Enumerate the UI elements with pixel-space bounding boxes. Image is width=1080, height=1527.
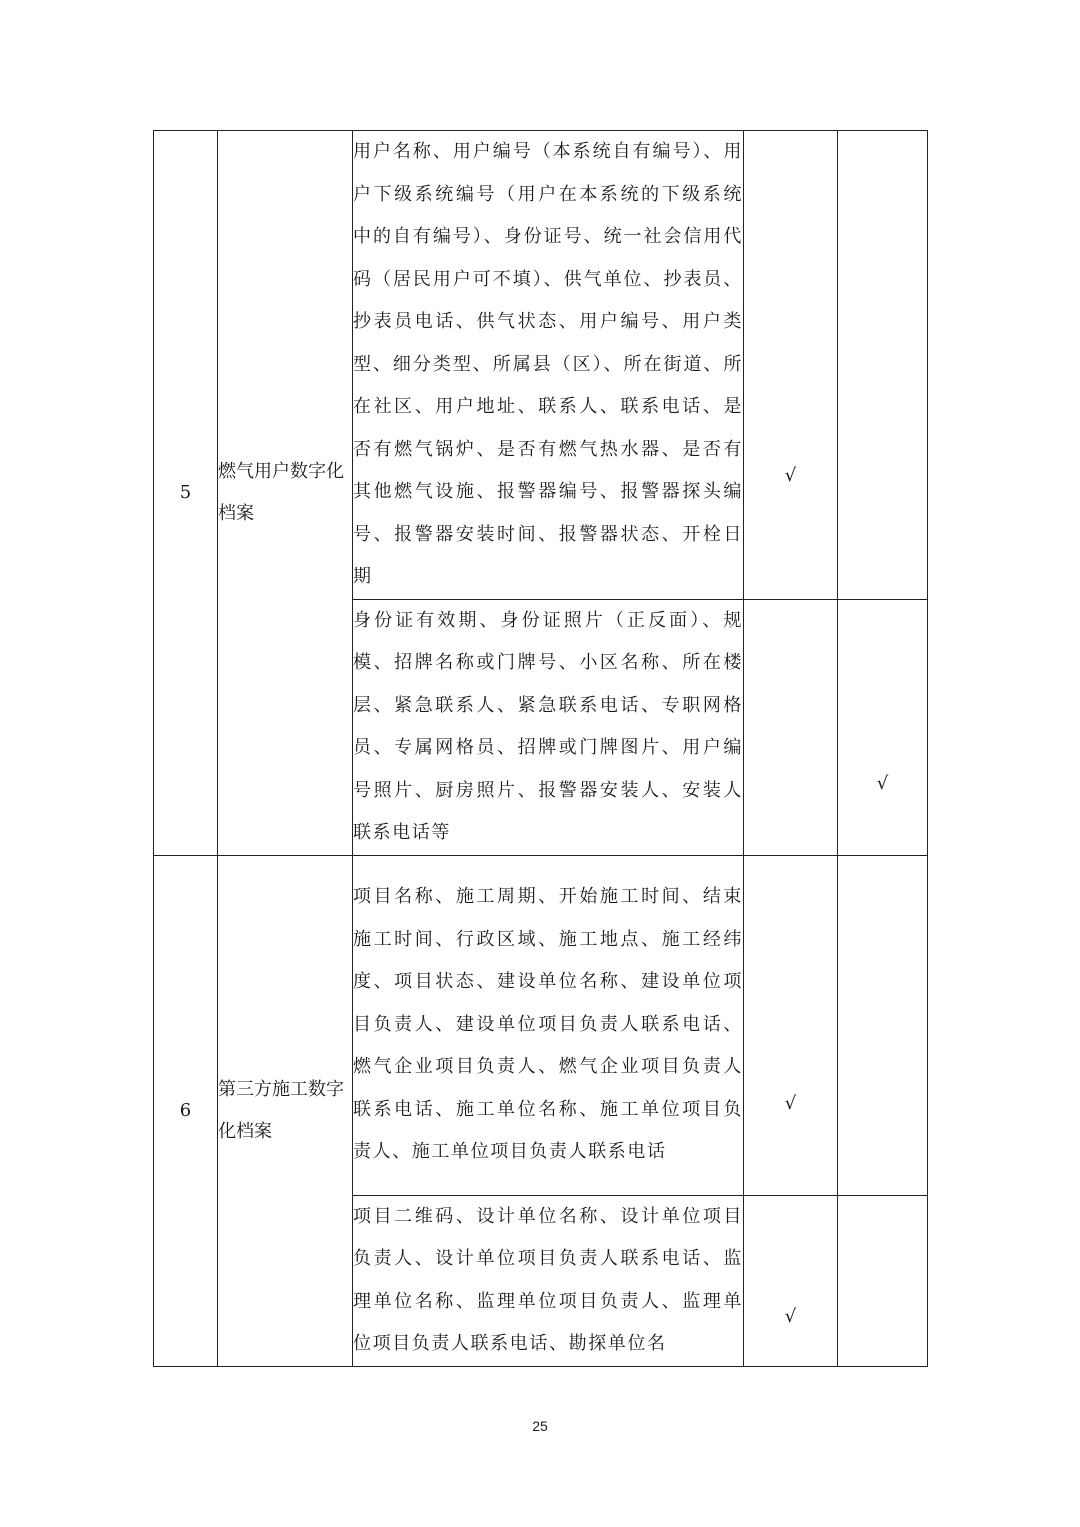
optional-mark-cell: [838, 855, 928, 1195]
optional-mark-cell: [838, 1195, 928, 1366]
field-list-cell: 项目二维码、设计单位名称、设计单位项目负责人、设计单位项目负责人联系电话、监理单位名称、监理单位项目负责人、监理单位项目负责人联系电话、勘探单位名: [353, 1195, 744, 1366]
required-mark-cell: [744, 855, 838, 1195]
archive-name-cell: 燃气用户数字化档案: [218, 131, 353, 856]
row-number-cell: 5: [154, 131, 218, 856]
check-mark: √: [784, 1092, 797, 1114]
optional-mark-cell: [838, 131, 928, 600]
optional-mark-cell: [838, 599, 928, 855]
required-mark-cell: [744, 599, 838, 855]
archive-name-cell: 第三方施工数字化档案: [218, 855, 353, 1366]
page-number: 25: [532, 1418, 548, 1434]
check-mark: √: [876, 773, 889, 794]
field-list-cell: 用户名称、用户编号（本系统自有编号）、用户下级系统编号（用户在本系统的下级系统中的自有编号）、身份证号、统一社会信用代码（居民用户可不填）、供气单位、抄表员、抄表员电话、供气状态、用户编号、用户类型、细分类型、所属县（区）、所在街道、所在社区、用户地址、联系人、联系电话、是否有燃气锅炉、是否有燃气热水器、是否有其他燃气设施、报警器编号、报警器探头编号、报警器安装时间、报警器状态、开栓日期: [353, 131, 744, 600]
data-fields-table: [153, 130, 928, 1367]
check-mark: √: [784, 464, 797, 486]
field-list-cell: 身份证有效期、身份证照片（正反面）、规模、招牌名称或门牌号、小区名称、所在楼层、紧急联系人、紧急联系电话、专职网格员、专属网格员、招牌或门牌图片、用户编号照片、厨房照片、报警器安装人、安装人联系电话等: [353, 599, 744, 855]
row-number-cell: 6: [154, 855, 218, 1366]
table-row: [154, 131, 928, 600]
table-row: [154, 855, 928, 1195]
check-mark: √: [784, 1305, 797, 1327]
required-mark-cell: [744, 1195, 838, 1366]
required-mark-cell: [744, 131, 838, 600]
field-list-cell: 项目名称、施工周期、开始施工时间、结束施工时间、行政区域、施工地点、施工经纬度、项目状态、建设单位名称、建设单位项目负责人、建设单位项目负责人联系电话、燃气企业项目负责人、燃气企业项目负责人联系电话、施工单位名称、施工单位项目负责人、施工单位项目负责人联系电话: [353, 855, 744, 1195]
